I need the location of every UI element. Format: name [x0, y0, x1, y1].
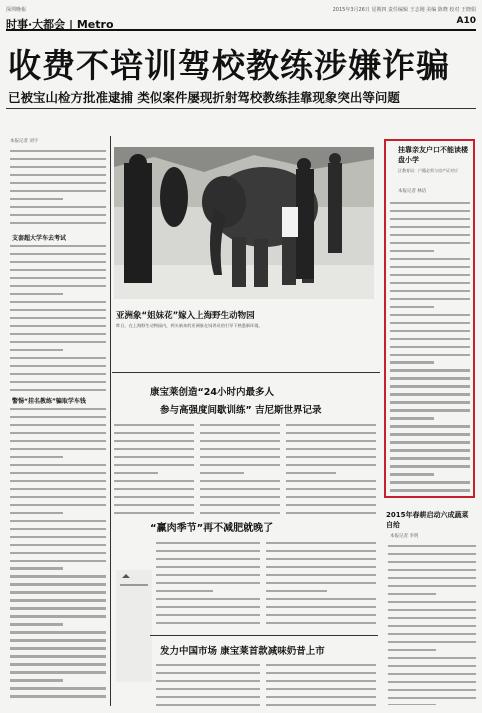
text-line	[390, 234, 470, 240]
text-line	[390, 401, 470, 407]
text-line	[266, 566, 376, 572]
text-line	[156, 672, 260, 678]
text-line	[388, 689, 476, 695]
text-line	[390, 385, 470, 391]
text-line	[10, 245, 106, 251]
text-line	[286, 504, 376, 510]
text-line	[10, 448, 106, 454]
story-4-body-col1	[156, 662, 260, 706]
text-line	[388, 553, 476, 559]
text-line	[10, 301, 106, 307]
text-line	[390, 377, 470, 383]
text-line	[200, 456, 280, 462]
masthead-right: 2015年3月26日 星期四 责任编辑 王志刚 美编 陈晓 校对 王晓娟	[332, 7, 476, 13]
text-line	[10, 190, 106, 196]
text-line	[10, 663, 106, 669]
elephant-photo	[114, 147, 374, 299]
text-line	[390, 473, 470, 479]
story-2-body-col1	[114, 422, 194, 514]
text-line	[200, 480, 280, 486]
text-line	[10, 389, 106, 391]
text-line	[10, 182, 106, 188]
text-line	[10, 464, 106, 470]
text-line	[390, 393, 470, 399]
highlight-note: 区教育局：户籍必须与房产证对应	[398, 168, 458, 173]
text-line	[388, 704, 476, 705]
text-line	[390, 481, 470, 487]
text-line	[266, 590, 376, 596]
text-line	[266, 558, 376, 564]
text-line	[286, 456, 376, 462]
text-line	[10, 655, 106, 661]
text-line	[10, 166, 106, 172]
text-line	[114, 480, 194, 486]
highlight-title: 挂靠亲友户口不能读楼盘小学	[398, 146, 468, 164]
text-line	[390, 409, 470, 415]
text-line	[10, 599, 106, 605]
text-line	[10, 504, 106, 510]
text-line	[200, 440, 280, 446]
text-line	[114, 504, 194, 510]
text-line	[390, 274, 470, 280]
right-story-body	[388, 543, 476, 705]
text-line	[10, 440, 106, 446]
text-line	[10, 373, 106, 379]
text-line	[156, 704, 260, 706]
text-line	[156, 558, 260, 564]
text-line	[10, 174, 106, 180]
page-subheadline: 已被宝山检方批准逮捕 类似案件屡现折射驾校教练挂靠现象突出等问题	[8, 90, 400, 105]
text-line	[10, 679, 106, 685]
text-line	[10, 631, 106, 637]
illustration-image	[116, 570, 152, 682]
text-line	[114, 456, 194, 462]
text-line	[114, 488, 194, 494]
text-line	[390, 250, 470, 256]
text-line	[388, 641, 476, 647]
text-line	[10, 623, 106, 629]
text-line	[286, 496, 376, 502]
text-line	[10, 560, 106, 566]
text-line	[10, 325, 106, 331]
text-line	[10, 317, 106, 323]
section-name: 时事·大都会 | Metro	[6, 18, 114, 31]
text-line	[388, 625, 476, 631]
text-line	[10, 416, 106, 422]
text-line	[156, 664, 260, 670]
text-line	[10, 488, 106, 494]
highlight-body	[390, 200, 470, 492]
text-line	[390, 433, 470, 439]
text-line	[390, 338, 470, 344]
text-line	[266, 550, 376, 556]
text-line	[10, 695, 106, 701]
illustration	[116, 570, 152, 682]
masthead-left: 深圳晚報	[6, 7, 27, 13]
text-line	[390, 369, 470, 375]
text-line	[266, 598, 376, 604]
story-2-title-2: 参与高强度间歇训练” 吉尼斯世界记录	[160, 405, 322, 416]
text-line	[388, 601, 476, 607]
text-line	[10, 591, 106, 597]
text-line	[388, 673, 476, 679]
text-line	[266, 574, 376, 580]
story-4-body-col2	[266, 662, 376, 706]
text-line	[286, 464, 376, 470]
text-line	[200, 472, 280, 478]
text-line	[156, 542, 260, 548]
text-line	[388, 617, 476, 623]
photo-caption-title: 亚洲象“姐妹花”嫁入上海野生动物园	[116, 311, 255, 321]
text-line	[266, 688, 376, 694]
left-subhead-1: 支套超大学车去考试	[12, 235, 67, 242]
text-line	[10, 408, 106, 414]
text-line	[390, 449, 470, 455]
text-line	[10, 575, 106, 581]
text-line	[10, 544, 106, 550]
text-line	[266, 672, 376, 678]
text-line	[156, 582, 260, 588]
text-line	[10, 480, 106, 486]
text-line	[10, 639, 106, 645]
text-line	[10, 512, 106, 518]
text-line	[286, 488, 376, 494]
text-line	[200, 512, 280, 514]
text-line	[10, 309, 106, 315]
text-line	[390, 218, 470, 224]
text-line	[390, 417, 470, 423]
text-line	[390, 322, 470, 328]
text-line	[388, 609, 476, 615]
story-2-body-col3	[286, 422, 376, 514]
text-line	[200, 424, 280, 430]
text-line	[266, 622, 376, 628]
text-line	[266, 542, 376, 548]
story-3-body-col2	[266, 540, 376, 630]
text-line	[390, 346, 470, 352]
text-line	[10, 607, 106, 613]
text-line	[114, 424, 194, 430]
text-line	[388, 569, 476, 575]
text-line	[10, 381, 106, 387]
text-line	[10, 150, 106, 156]
text-line	[286, 448, 376, 454]
text-line	[156, 598, 260, 604]
text-line	[10, 253, 106, 259]
text-line	[390, 306, 470, 312]
divider	[150, 635, 378, 636]
text-line	[390, 266, 470, 272]
text-line	[266, 704, 376, 706]
text-line	[156, 574, 260, 580]
text-line	[10, 520, 106, 526]
text-line	[10, 583, 106, 589]
text-line	[114, 496, 194, 502]
text-line	[390, 282, 470, 288]
text-line	[10, 277, 106, 283]
text-line	[10, 432, 106, 438]
text-line	[156, 614, 260, 620]
text-line	[10, 293, 106, 299]
text-line	[156, 566, 260, 572]
text-line	[390, 314, 470, 320]
text-line	[390, 354, 470, 360]
text-line	[10, 472, 106, 478]
divider	[112, 372, 380, 373]
text-line	[200, 496, 280, 502]
left-subhead-2: 警惕“挂名教练”骗取学车钱	[12, 398, 86, 405]
text-line	[156, 688, 260, 694]
text-line	[114, 464, 194, 470]
text-line	[390, 210, 470, 216]
photo-caption: 昨日，在上海野生动物园内，两头新来的亚洲象在饲养员的引导下熟悉新环境。	[116, 323, 263, 328]
story-3-body-col1	[156, 540, 260, 630]
text-line	[388, 593, 476, 599]
text-line	[266, 582, 376, 588]
text-line	[10, 536, 106, 542]
elephant-photo-image	[114, 147, 374, 299]
text-line	[388, 697, 476, 703]
text-line	[10, 615, 106, 621]
divider	[6, 108, 476, 109]
text-line	[10, 687, 106, 693]
text-line	[388, 585, 476, 591]
text-line	[114, 448, 194, 454]
text-line	[10, 261, 106, 267]
text-line	[266, 614, 376, 620]
text-line	[390, 441, 470, 447]
text-line	[388, 561, 476, 567]
text-line	[388, 633, 476, 639]
text-line	[10, 528, 106, 534]
story-2-title-1: 康宝莱创造“24小时内最多人	[150, 387, 274, 398]
text-line	[200, 448, 280, 454]
text-line	[390, 425, 470, 431]
text-line	[286, 480, 376, 486]
text-line	[266, 664, 376, 670]
column-divider	[110, 136, 111, 706]
text-line	[10, 206, 106, 212]
text-line	[390, 298, 470, 304]
text-line	[266, 680, 376, 686]
text-line	[10, 349, 106, 355]
text-line	[156, 696, 260, 702]
text-line	[390, 258, 470, 264]
text-line	[114, 432, 194, 438]
text-line	[10, 496, 106, 502]
text-line	[390, 330, 470, 336]
text-line	[10, 198, 106, 204]
page-number: A10	[456, 16, 476, 26]
text-line	[388, 665, 476, 671]
text-line	[388, 657, 476, 663]
text-line	[390, 457, 470, 463]
text-line	[156, 606, 260, 612]
text-line	[286, 424, 376, 430]
text-line	[114, 472, 194, 478]
story-2-body-col2	[200, 422, 280, 514]
text-line	[10, 671, 106, 677]
section-bar	[6, 15, 476, 31]
left-body-2	[10, 243, 106, 391]
text-line	[286, 440, 376, 446]
text-line	[10, 567, 106, 573]
text-line	[390, 465, 470, 471]
text-line	[200, 488, 280, 494]
text-line	[388, 681, 476, 687]
text-line	[10, 341, 106, 347]
story-4-title: 发力中国市场 康宝莱首款减味奶昔上市	[160, 646, 325, 657]
text-line	[10, 424, 106, 430]
text-line	[200, 504, 280, 510]
text-line	[156, 550, 260, 556]
text-line	[10, 269, 106, 275]
text-line	[390, 361, 470, 367]
text-line	[10, 285, 106, 291]
text-line	[114, 440, 194, 446]
text-line	[10, 222, 106, 228]
text-line	[10, 214, 106, 220]
text-line	[156, 590, 260, 596]
text-line	[388, 577, 476, 583]
text-line	[390, 202, 470, 208]
text-line	[390, 290, 470, 296]
text-line	[114, 512, 194, 514]
text-line	[200, 464, 280, 470]
text-line	[10, 357, 106, 363]
text-line	[286, 512, 376, 514]
text-line	[10, 365, 106, 371]
text-line	[390, 226, 470, 232]
text-line	[266, 606, 376, 612]
text-line	[10, 333, 106, 339]
text-line	[10, 456, 106, 462]
text-line	[200, 432, 280, 438]
left-body-3	[10, 406, 106, 702]
page-headline: 收费不培训驾校教练涉嫌诈骗	[8, 46, 450, 85]
right-story-title: 2015年春耕启动六成蔬菜自给	[386, 511, 469, 529]
highlight-byline: 本报记者 林洁	[398, 189, 427, 194]
text-line	[388, 649, 476, 655]
left-body-1	[10, 148, 106, 230]
text-line	[156, 622, 260, 628]
text-line	[10, 647, 106, 653]
text-line	[156, 680, 260, 686]
text-line	[266, 696, 376, 702]
text-line	[286, 432, 376, 438]
text-line	[390, 242, 470, 248]
text-line	[10, 552, 106, 558]
text-line	[286, 472, 376, 478]
text-line	[10, 158, 106, 164]
text-line	[388, 545, 476, 551]
left-byline: 本报记者 刘宇	[10, 139, 39, 144]
text-line	[390, 489, 470, 492]
right-story-byline: 本报记者 李明	[390, 534, 419, 539]
story-3-title: “赢肉季节”再不减肥就晚了	[150, 523, 274, 534]
